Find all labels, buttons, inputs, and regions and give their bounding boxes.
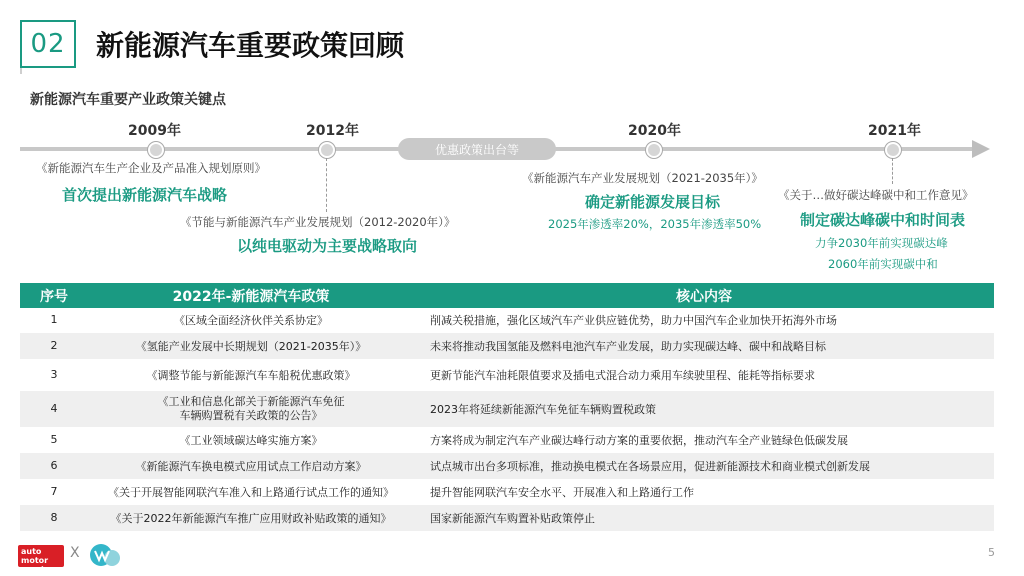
row-content: 方案将成为制定汽车产业碳达峰行动方案的重要依据，推动汽车全产业链绿色低碳发展 [414,427,994,452]
section-number-box [20,20,76,68]
row-policy-line-2: 车辆购置税有关政策的公告》 [179,408,323,422]
header-policy: 2022年-新能源汽车政策 [88,283,414,308]
event-2021-detail-1: 力争2030年前实现碳达峰 [815,236,948,250]
row-content: 更新节能汽车油耗限值要求及插电式混合动力乘用车续驶里程、能耗等指标要求 [414,359,994,390]
logo-separator: X [70,545,80,561]
connector-2012 [326,158,327,212]
table-row [20,427,994,452]
row-policy [88,390,414,427]
row-content: 试点城市出台多项标准，推动换电模式在各场景应用，促进新能源技术和商业模式创新发展 [414,452,994,479]
event-2021-headline: 制定碳达峰碳中和时间表 [800,211,966,229]
table-row [20,504,994,531]
timeline-arrow-icon [972,140,990,158]
row-policy-line-1: 《工业和信息化部关于新能源汽车免征 [157,394,345,408]
timeline-dot-2009 [148,142,164,158]
section-subtitle: 新能源汽车重要产业政策关键点 [30,92,226,108]
row-no: 2 [20,332,88,359]
row-no: 4 [20,390,88,427]
row-no: 3 [20,359,88,390]
event-2012-headline: 以纯电驱动为主要战略取向 [237,237,418,255]
row-content: 2023年将延续新能源汽车免征车辆购置税政策 [414,390,994,427]
table-row [20,452,994,479]
event-2020-document: 《新能源汽车产业发展规划（2021-2035年）》 [522,171,763,185]
event-2020-headline: 确定新能源发展目标 [585,193,721,211]
page-number: 5 [988,546,995,559]
row-no: 8 [20,504,88,531]
timeline-dot-2021 [885,142,901,158]
row-no: 7 [20,479,88,504]
row-policy: 《氢能产业发展中长期规划（2021-2035年）》 [88,332,414,359]
header-content: 核心内容 [414,283,994,308]
event-2009-document: 《新能源汽车生产企业及产品准入规划原则》 [36,161,266,175]
table-row [20,359,994,390]
table-row [20,308,994,332]
header-divider [20,68,22,74]
auto-motor-sport-logo [18,545,64,574]
timeline-year-2021: 2021年 [868,123,921,139]
logo-text: auto motor sport [21,547,49,574]
row-content: 国家新能源汽车购置补贴政策停止 [414,504,994,531]
row-content: 未来将推动我国氢能及燃料电池汽车产业发展，助力实现碳达峰、碳中和战略目标 [414,332,994,359]
policy-table [20,283,994,532]
row-policy: 《关于开展智能网联汽车准入和上路通行试点工作的通知》 [88,479,414,504]
row-policy: 《关于2022年新能源汽车推广应用财政补贴政策的通知》 [88,504,414,531]
row-policy: 《调整节能与新能源汽车车船税优惠政策》 [88,359,414,390]
event-2021-document: 《关于…做好碳达峰碳中和工作意见》 [778,188,974,202]
page-title: 新能源汽车重要政策回顾 [96,29,405,62]
timeline-year-2009: 2009年 [128,123,181,139]
table-row [20,479,994,504]
section-number: 02 [30,29,66,59]
row-no: 6 [20,452,88,479]
event-2012-document: 《节能与新能源汽车产业发展规划（2012-2020年）》 [180,215,456,229]
connector-2021 [892,158,893,184]
partner-logo-icon [88,542,122,568]
milestone-pill-label: 优惠政策出台等 [434,142,519,157]
row-policy: 《新能源汽车换电模式应用试点工作启动方案》 [88,452,414,479]
header-no: 序号 [20,283,88,308]
row-no: 5 [20,427,88,452]
table-header-row [20,283,994,308]
timeline-milestone-pill [398,138,556,160]
timeline-dot-2012 [319,142,335,158]
event-2020-detail: 2025年渗透率20%，2035年渗透率50% [548,217,762,231]
table-row [20,390,994,427]
event-2021-detail-2: 2060年前实现碳中和 [828,257,938,271]
event-2009-headline: 首次提出新能源汽车战略 [62,186,228,204]
row-policy: 《工业领域碳达峰实施方案》 [88,427,414,452]
row-policy: 《区域全面经济伙伴关系协定》 [88,308,414,332]
timeline-year-2012: 2012年 [306,123,359,139]
row-content: 提升智能网联汽车安全水平、开展准入和上路通行工作 [414,479,994,504]
timeline-year-2020: 2020年 [628,123,681,139]
table-row [20,332,994,359]
row-content: 削减关税措施，强化区域汽车产业供应链优势，助力中国汽车企业加快开拓海外市场 [414,308,994,332]
timeline-dot-2020 [646,142,662,158]
row-no: 1 [20,308,88,332]
